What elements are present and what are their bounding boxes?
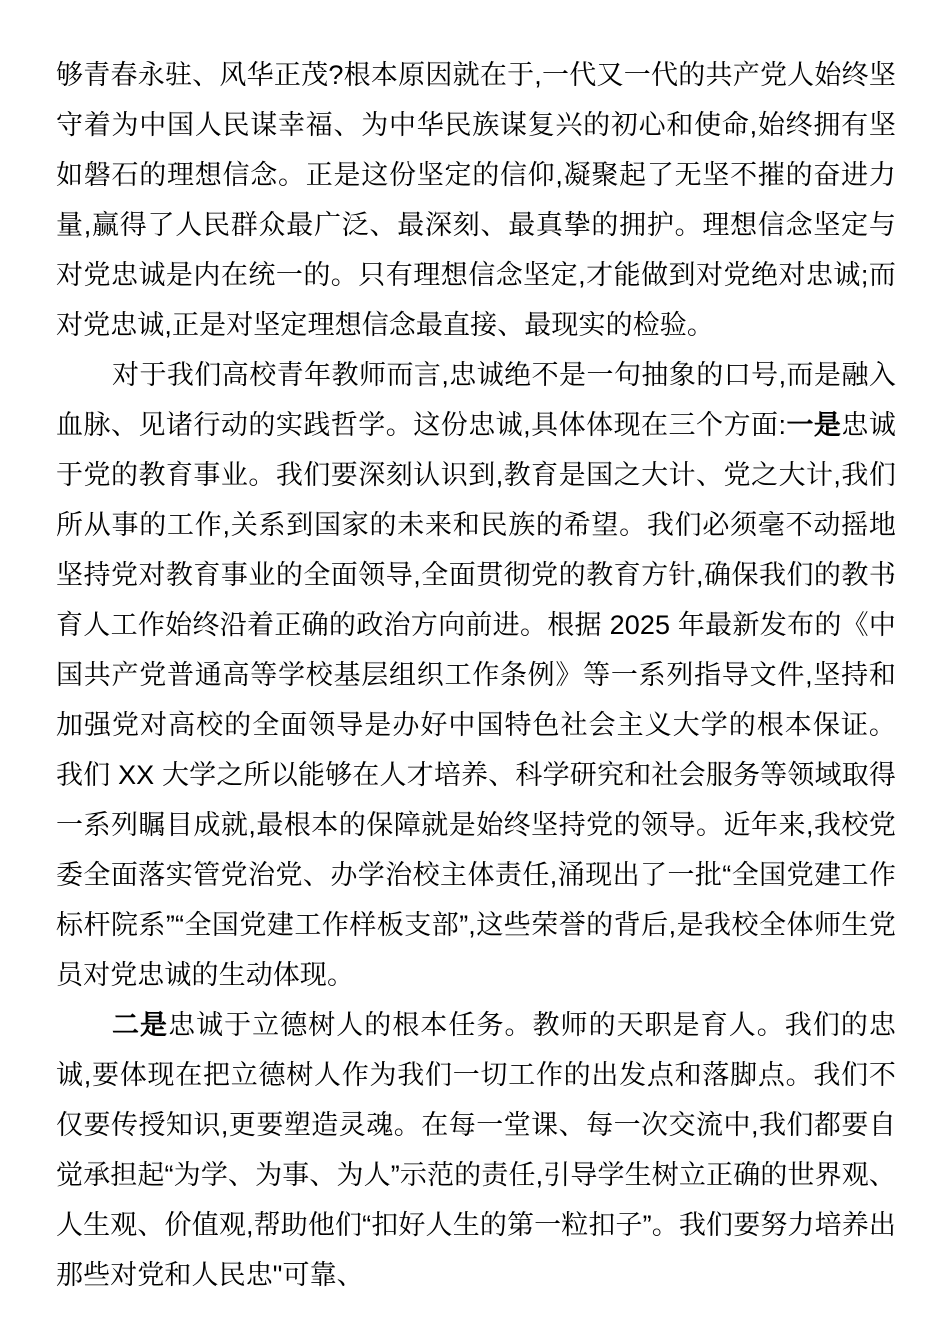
paragraph-1	[56, 50, 896, 350]
document-text-body	[56, 50, 896, 1300]
bold-marker-ershi: 二是	[112, 1010, 169, 1040]
paragraph-2	[56, 350, 896, 1000]
bold-marker-yishi: 一是	[786, 410, 842, 440]
paragraph-3	[56, 1000, 896, 1300]
text-run: 忠诚于党的教育事业。我们要深刻认识到,教育是国之大计、党之大计,我们所从事的工作,关系到国家的未来和民族的希望。我们必须毫不动摇地坚持党对教育事业的全面领导,全面贯彻党的教育方针,确保我们的教书育人工作始终沿着正确的政治方向前进。根据 2025 年最新发布的《中国共产党普通高等学校基层组织工作条例》等一系列指导文件,坚持和加强党对高校的全面领导是办好中国特色社会主义大学的根本保证。我们 XX 大学之所以能够在人才培养、科学研究和社会服务等领域取得一系列瞩目成就,最根本的保障就是始终坚持党的领导。近年来,我校党委全面落实管党治党、办学治校主体责任,涌现出了一批“全国党建工作标杆院系”“全国党建工作样板支部”,这些荣誉的背后,是我校全体师生党员对党忠诚的生动体现。	[56, 410, 896, 990]
text-run: 对于我们高校青年教师而言,忠诚绝不是一句抽象的口号,而是融入血脉、见诸行动的实践哲学。这份忠诚,具体体现在三个方面:	[56, 360, 896, 440]
text-run: 够青春永驻、风华正茂?根本原因就在于,一代又一代的共产党人始终坚守着为中国人民谋幸福、为中华民族谋复兴的初心和使命,始终拥有坚如磐石的理想信念。正是这份坚定的信仰,凝聚起了无坚不摧的奋进力量,赢得了人民群众最广泛、最深刻、最真挚的拥护。理想信念坚定与对党忠诚是内在统一的。只有理想信念坚定,才能做到对党绝对忠诚;而对党忠诚,正是对坚定理想信念最直接、最现实的检验。	[56, 60, 896, 340]
text-run: 忠诚于立德树人的根本任务。教师的天职是育人。我们的忠诚,要体现在把立德树人作为我们一切工作的出发点和落脚点。我们不仅要传授知识,更要塑造灵魂。在每一堂课、每一次交流中,我们都要自觉承担起“为学、为事、为人”示范的责任,引导学生树立正确的世界观、人生观、价值观,帮助他们“扣好人生的第一粒扣子”。我们要努力培养出那些对党和人民忠"可靠、	[56, 1010, 896, 1290]
